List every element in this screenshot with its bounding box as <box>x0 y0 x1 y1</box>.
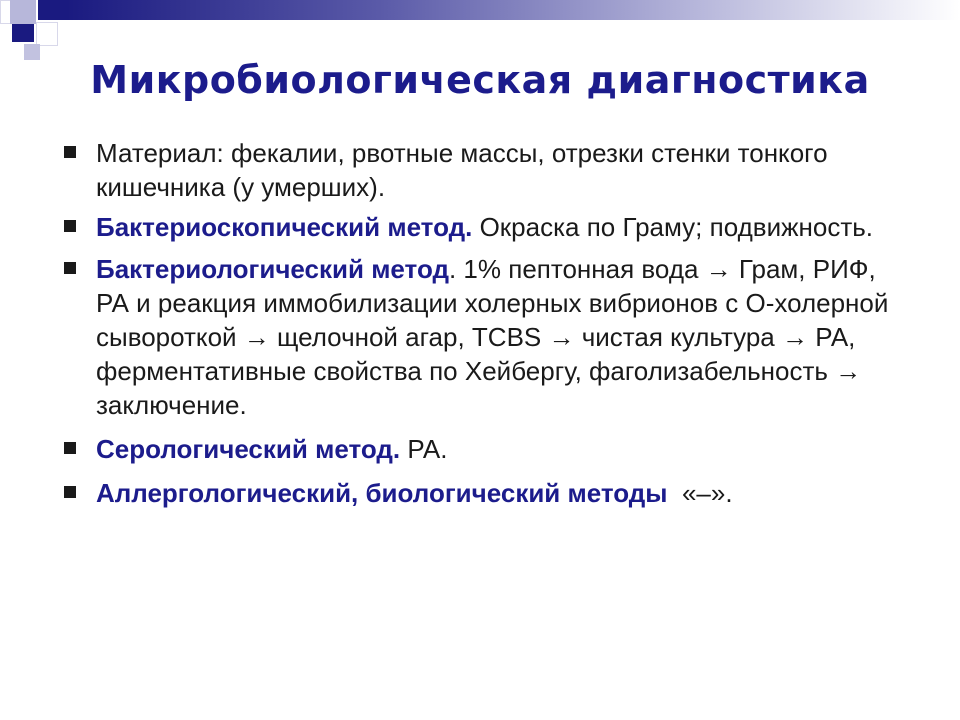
bullet-text: . 1% пептонная вода → Грам, РИФ, РА и реакция иммобилизации холерных вибрионов с О-холерной сывороткой → щелочной агар, TCBS → чистая культура → РА, ферментативные свойства по Хейбергу, фаголизабельность → заключение. <box>96 254 889 420</box>
bullet-method-name: Серологический метод. <box>96 434 401 464</box>
square-bullet-icon <box>64 262 76 274</box>
top-gradient-band <box>66 0 960 20</box>
bullet-item-material <box>64 136 904 204</box>
decor-square <box>36 22 58 46</box>
bullet-item-bacterioscopic <box>64 210 904 244</box>
slide-title: Микробиологическая диагностика <box>90 58 870 102</box>
decor-square <box>10 0 36 24</box>
bullet-method-name: Бактериоскопический метод. <box>96 212 473 242</box>
bullet-text: Окраска по Граму; подвижность. <box>472 212 873 242</box>
bullet-item-bacteriological <box>64 252 904 422</box>
bullet-item-allergological <box>64 476 904 510</box>
square-bullet-icon <box>64 220 76 232</box>
bullet-method-name: Бактериологический метод <box>96 254 449 284</box>
bullet-list <box>64 136 904 510</box>
square-bullet-icon <box>64 146 76 158</box>
decor-square <box>38 0 68 20</box>
decor-square <box>12 24 34 42</box>
square-bullet-icon <box>64 442 76 454</box>
bullet-item-serological <box>64 432 904 466</box>
square-bullet-icon <box>64 486 76 498</box>
bullet-method-name: Аллергологический, биологический методы <box>96 478 668 508</box>
bullet-text: Материал: фекалии, рвотные массы, отрезки стенки тонкого кишечника (у умерших). <box>96 138 828 202</box>
bullet-text: РА. <box>400 434 448 464</box>
bullet-text: «–». <box>667 478 733 508</box>
